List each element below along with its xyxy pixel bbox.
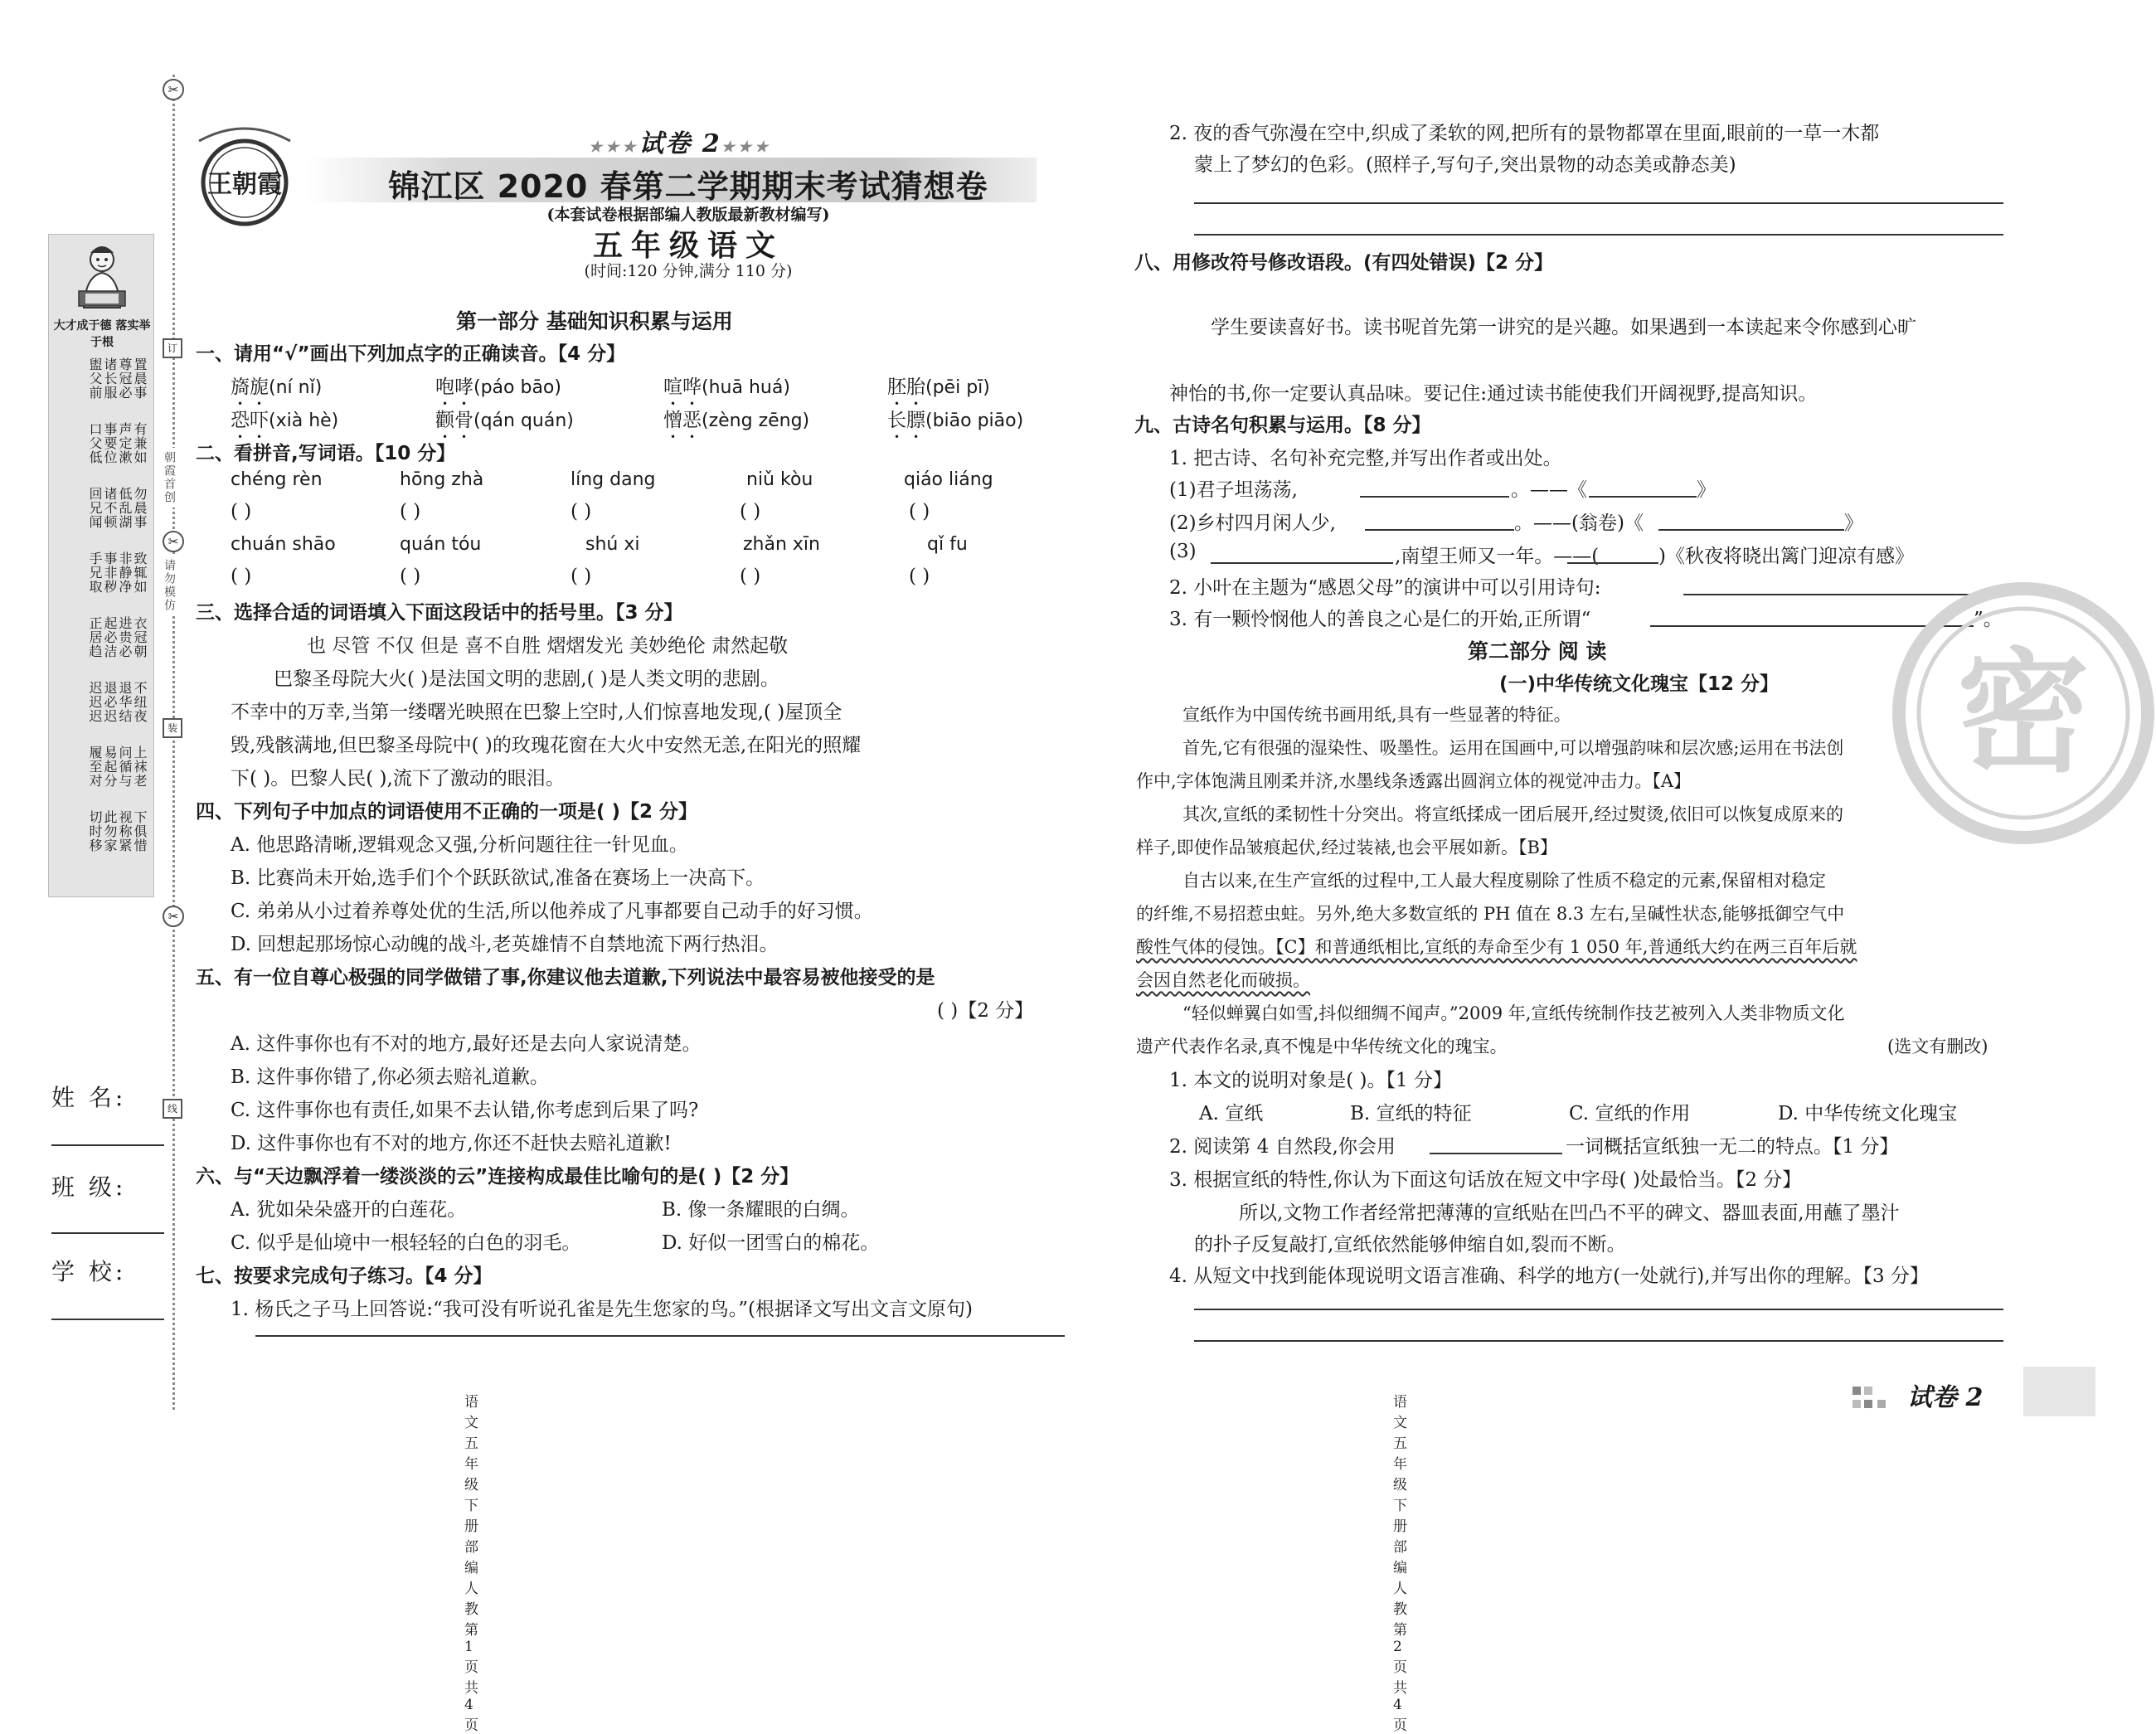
binding-strip <box>0 0 178 1484</box>
reading-para-4a: 自古以来,在生产宣纸的过程中,工人最大程度剔除了性质不稳定的元素,保留相对稳定 <box>1182 871 1827 891</box>
r1-q2-end: 一词概括宣纸独一无二的特点。【1 分】 <box>1566 1136 1899 1158</box>
q1-item-1[interactable]: 旖旎(ní nǐ) <box>231 376 323 398</box>
scissors-icon: ✂ <box>163 906 184 927</box>
q6-option-d[interactable]: D. 好似一团雪白的棉花。 <box>662 1232 880 1254</box>
q9-1-c-author[interactable] <box>1567 562 1658 564</box>
reading-para-5a: “轻似蝉翼白如雪,抖似细绸不闻声。”2009 年,宣纸传统制作技艺被列入人类非物质文化 <box>1182 1003 1845 1023</box>
q9-1-b-mid: 。——(翁卷)《 <box>1514 512 1644 534</box>
q4-option-b[interactable]: B. 比赛尚未开始,选手们个个跃跃欲试,准备在赛场上一决高下。 <box>231 867 765 889</box>
series-label: 试卷 2 <box>639 129 721 158</box>
q2-pinyin-2: hōng zhà <box>400 469 484 490</box>
footer-page-1: 语文 五年级 下册 部编人教 第 1 页 共 4 页 <box>464 1394 480 1734</box>
q1-item-2[interactable]: 咆哮(páo bāo) <box>435 376 561 398</box>
q4-stem: 四、下列句子中加点的词语使用不正确的一项是( )【2 分】 <box>196 801 698 823</box>
q6-option-b[interactable]: B. 像一条耀眼的白绸。 <box>662 1199 860 1221</box>
q7-stem: 七、按要求完成句子练习。【4 分】 <box>196 1265 493 1287</box>
q2-pinyin-5: qiáo liáng <box>904 469 993 490</box>
r1-q1-option-c[interactable]: C. 宣纸的作用 <box>1569 1103 1691 1124</box>
q2-answer-5[interactable]: ( ) <box>909 501 930 522</box>
q2-pinyin-9: zhǎn xīn <box>743 534 820 555</box>
r1-q4: 4. 从短文中找到能体现说明文语言准确、科学的地方(一处就行),并写出你的理解。【3 分】 <box>1169 1265 1929 1287</box>
r1-q2-lead: 2. 阅读第 4 自然段,你会用 <box>1169 1136 1396 1158</box>
q7-answer-line-1[interactable] <box>255 1335 1065 1337</box>
svg-text:密: 密 <box>1956 635 2090 790</box>
r1-q1-option-d[interactable]: D. 中华传统文化瑰宝 <box>1778 1103 1958 1124</box>
q5-score[interactable]: ( )【2 分】 <box>937 1000 1034 1022</box>
reading-para-1: 宣纸作为中国传统书画用纸,具有一些显著的特征。 <box>1182 705 1571 725</box>
q9-item-2: 2. 小叶在主题为“感恩父母”的演讲中可以引用诗句: <box>1169 577 1601 599</box>
q9-1-c-blank[interactable] <box>1211 562 1393 564</box>
motto-block: 勿晨事低乱湖诸不顿回兄闻 <box>87 487 148 529</box>
r1-q1-option-b[interactable]: B. 宣纸的特征 <box>1350 1103 1472 1124</box>
q2-pinyin-3: líng dang <box>571 469 656 490</box>
q5-option-b[interactable]: B. 这件事你错了,你必须去赔礼道歉。 <box>231 1066 549 1088</box>
q2-answer-9[interactable]: ( ) <box>740 566 761 587</box>
q1-item-5[interactable]: 恐吓(xià hè) <box>231 410 339 431</box>
q5-option-d[interactable]: D. 这件事你也有不对的地方,你还不赶快去赔礼道歉! <box>231 1133 672 1154</box>
scissors-icon: ✂ <box>163 531 184 552</box>
scholar-figure-icon <box>69 241 135 316</box>
motto-block: 衣冠朝进贵必起必洁正居趋 <box>87 616 148 658</box>
school-field[interactable] <box>51 1319 164 1320</box>
secret-stamp-watermark <box>1891 580 2156 846</box>
binding-mark-zhuang: 装 <box>163 718 182 738</box>
motto-block: 下俱惜视称紧此勿家切时移 <box>87 810 148 852</box>
r1-q4-answer-line-2[interactable] <box>1194 1340 2003 1342</box>
class-label: 班 级: <box>51 1173 127 1201</box>
corner-bar <box>2023 1367 2095 1416</box>
q1-item-4[interactable]: 胚胎(pēi pī) <box>887 376 990 398</box>
name-label: 姓 名: <box>51 1084 127 1111</box>
r1-q3-sentence-1: 所以,文物工作者经常把薄薄的宣纸贴在凹凸不平的碑文、器皿表面,用蘸了墨汁 <box>1239 1202 1900 1224</box>
vertical-label-no-copy: 请勿模仿 <box>161 556 177 615</box>
q2-pinyin-7: quán tóu <box>400 534 482 555</box>
motto-title: 大才成于德 落实举于根 <box>53 319 151 349</box>
reading-para-4b: 的纤维,不易招惹虫蛀。另外,绝大多数宣纸的 PH 值在 8.3 左右,呈碱性状态,能够抵御空气中 <box>1136 904 1845 924</box>
q9-1-b-lead: (2)乡村四月闲人少, <box>1169 512 1336 534</box>
corner-series-tag: 试卷 2 <box>1907 1383 1984 1412</box>
scissors-icon: ✂ <box>163 79 184 100</box>
r1-q1-option-a[interactable]: A. 宣纸 <box>1199 1103 1264 1124</box>
q9-1-c-lead: (3) <box>1169 541 1197 562</box>
q5-option-c[interactable]: C. 这件事你也有责任,如果不去认错,你考虑到后果了吗? <box>231 1100 699 1121</box>
q4-option-a[interactable]: A. 他思路清晰,逻辑观念又强,分析问题往往一针见血。 <box>231 834 688 856</box>
reading-para-5b: 遗产代表作名录,真不愧是中华传统文化的瑰宝。 <box>1136 1037 1508 1056</box>
q2-answer-10[interactable]: ( ) <box>909 566 930 587</box>
q6-option-c[interactable]: C. 似乎是仙境中一根轻轻的白色的羽毛。 <box>231 1232 581 1254</box>
motto-block: 置晨事尊冠必诸长服盥父前 <box>87 357 148 400</box>
q3-stem: 三、选择合适的词语填入下面这段话中的括号里。【3 分】 <box>196 602 683 624</box>
q9-item-3-end: ”。 <box>1974 609 2003 630</box>
q9-1-a-mid: 。——《 <box>1511 479 1587 501</box>
part2-title: 第二部分 阅 读 <box>1468 639 1607 663</box>
q2-answer-2[interactable]: ( ) <box>400 501 421 522</box>
r1-q3-sentence-2: 的扑子反复敲打,宣纸依然能够伸缩自如,裂而不断。 <box>1194 1234 1626 1256</box>
exam-note: (本套试卷根据部编人教版最新教材编写) <box>546 206 830 224</box>
q4-option-d[interactable]: D. 回想起那场惊心动魄的战斗,老英雄情不自禁地流下两行热泪。 <box>231 934 779 955</box>
class-field[interactable] <box>51 1232 164 1234</box>
reading-1-title: (一)中华传统文化瑰宝【12 分】 <box>1499 673 1780 695</box>
corner-pattern-icon <box>1849 1383 1899 1413</box>
series-tag: ★★★试卷 2★★★ <box>589 129 772 158</box>
q8-line-1[interactable]: 学生要读喜好书。读书呢首先第一讲究的是兴趣。如果遇到一本读起来令你感到心旷 <box>1211 317 1916 338</box>
r1-q2-blank[interactable] <box>1430 1153 1562 1154</box>
binding-mark-xian: 线 <box>163 1099 182 1119</box>
q7-answer-line-2a[interactable] <box>1194 202 2003 204</box>
q2-pinyin-1: chéng rèn <box>231 469 323 490</box>
r1-q1: 1. 本文的说明对象是( )。【1 分】 <box>1169 1070 1452 1091</box>
binding-mark-ding: 订 <box>163 338 182 358</box>
q6-stem: 六、与“天边飘浮着一缕淡淡的云”连接构成最佳比喻句的是( )【2 分】 <box>196 1166 799 1188</box>
q2-answer-3[interactable]: ( ) <box>571 501 592 522</box>
q5-stem: 五、有一位自尊心极强的同学做错了事,你建议他去道歉,下列说法中最容易被他接受的是 <box>196 967 935 988</box>
time-info: (时间:120 分钟,满分 110 分) <box>584 262 793 280</box>
subject-title: 五年级语文 <box>592 229 784 263</box>
reading-para-3a: 其次,宣纸的柔韧性十分突出。将宣纸揉成一团后展开,经过熨烫,依旧可以恢复成原来的 <box>1182 804 1844 824</box>
q3-word-bank: 也 尽管 不仅 但是 喜不自胜 熠熠发光 美妙绝伦 肃然起敬 <box>307 635 789 657</box>
reading-source-note: (选文有删改) <box>1887 1037 1988 1056</box>
q9-1-a-lead: (1)君子坦荡荡, <box>1169 479 1298 501</box>
motto-block: 上袜老问循与易起分履至对 <box>87 746 148 788</box>
q9-stem: 九、古诗名句积累与运用。【8 分】 <box>1134 415 1431 436</box>
q4-option-c[interactable]: C. 弟弟从小过着养尊处优的生活,所以他养成了凡事都要自己动手的好习惯。 <box>231 901 873 922</box>
q7-item-1: 1. 杨氏之子马上回答说:“我可没有听说孔雀是先生您家的鸟。”(根据译文写出文言文原句) <box>231 1299 973 1320</box>
q7-item-2-line-1: 2. 夜的香气弥漫在空中,织成了柔软的网,把所有的景物都罩在里面,眼前的一草一木都 <box>1169 123 1880 144</box>
motto-block: 有兼如声定漱事要位口父低 <box>87 422 148 464</box>
q7-answer-line-2b[interactable] <box>1194 234 2003 236</box>
motto-panel <box>48 234 154 897</box>
q1-item-6[interactable]: 颧骨(qán quán) <box>435 410 574 431</box>
reading-para-4d: 会因自然老化而破损。 <box>1136 970 1310 990</box>
fold-line <box>172 75 175 1410</box>
q9-1-c-mid: ,南望王师又一年。——( <box>1395 546 1600 567</box>
q9-1-c-end: )《秋夜将晓出篱门迎凉有感》 <box>1658 546 1914 567</box>
reading-para-4c: 酸性气体的侵蚀。【C】和普通纸相比,宣纸的寿命至少有 1 050 年,普通纸大约在两三百年后就 <box>1136 937 1857 957</box>
q2-answer-1[interactable]: ( ) <box>231 501 252 522</box>
q2-answer-8[interactable]: ( ) <box>571 566 592 587</box>
q2-answer-7[interactable]: ( ) <box>400 566 421 587</box>
r1-q4-answer-line-1[interactable] <box>1194 1309 2003 1310</box>
q2-pinyin-4: niǔ kòu <box>746 469 813 490</box>
q9-1-b-end: 》 <box>1844 512 1863 534</box>
motto-block: 致辄如非静净事非秽手兄取 <box>87 551 148 594</box>
q1-stem: 一、请用“√”画出下列加点字的正确读音。【4 分】 <box>196 343 626 365</box>
footer-page-2: 语文 五年级 下册 部编人教 第 2 页 共 4 页 <box>1393 1394 1409 1734</box>
q3-line-3[interactable]: 毁,残骸满地,但巴黎圣母院中( )的玫瑰花窗在大火中安然无恙,在阳光的照耀 <box>231 735 862 756</box>
school-label: 学 校: <box>51 1258 127 1285</box>
q7-item-2-line-2: 蒙上了梦幻的色彩。(照样子,写句子,突出景物的动态美或静态美) <box>1194 154 1736 176</box>
q8-line-2[interactable]: 神怡的书,你一定要认真品味。要记住:通过读书能使我们开阔视野,提高知识。 <box>1169 383 1818 405</box>
part1-title: 第一部分 基础知识积累与运用 <box>456 309 733 333</box>
q3-line-4[interactable]: 下( )。巴黎人民( ),流下了激动的眼泪。 <box>231 768 565 789</box>
q1-item-3[interactable]: 喧哗(huā huá) <box>663 376 790 398</box>
q3-line-2[interactable]: 不幸中的万幸,当第一缕曙光映照在巴黎上空时,人们惊喜地发现,( )屋顶全 <box>231 702 842 723</box>
q9-item-2-end: 。 <box>1998 577 2018 599</box>
logo-text: 王朝霞 <box>207 170 282 199</box>
q3-line-1[interactable]: 巴黎圣母院大火( )是法国文明的悲剧,( )是人类文明的悲剧。 <box>274 668 779 690</box>
brand-logo-icon <box>191 116 299 232</box>
reading-para-3b: 样子,即使作品皱痕起伏,经过装裱,也会平展如新。【B】 <box>1136 838 1557 857</box>
q2-pinyin-8: shú xi <box>585 534 640 555</box>
q5-option-a[interactable]: A. 这件事你也有不对的地方,最好还是去向人家说清楚。 <box>231 1033 702 1055</box>
q2-pinyin-6: chuán shāo <box>231 534 336 555</box>
q9-item-1: 1. 把古诗、名句补充完整,并写出作者或出处。 <box>1169 448 1562 469</box>
q9-1-a-blank[interactable] <box>1360 496 1509 498</box>
vertical-label-original: 朝霞首创 <box>161 448 177 508</box>
name-field[interactable] <box>51 1144 164 1146</box>
q2-answer-6[interactable]: ( ) <box>231 566 252 587</box>
q2-pinyin-10: qǐ fu <box>927 534 968 555</box>
q9-item-3: 3. 有一颗怜悯他人的善良之心是仁的开始,正所谓“ <box>1169 609 1591 630</box>
q9-1-a-end: 》 <box>1697 479 1716 501</box>
q9-1-a-source[interactable] <box>1589 496 1697 498</box>
q9-1-b-source[interactable] <box>1658 529 1844 531</box>
q2-stem: 二、看拼音,写词语。【10 分】 <box>196 443 456 464</box>
q1-item-7[interactable]: 憎恶(zèng zēng) <box>663 410 810 431</box>
q8-stem: 八、用修改符号修改语段。(有四处错误)【2 分】 <box>1134 252 1554 274</box>
q1-item-8[interactable]: 长膘(biāo piāo) <box>887 410 1024 431</box>
q2-answer-4[interactable]: ( ) <box>740 501 761 522</box>
motto-columns <box>57 357 148 888</box>
exam-header <box>191 100 1070 282</box>
exam-title: 锦江区 2020 春第二学期期末考试猜想卷 <box>388 168 988 205</box>
reading-para-2b: 作中,字体饱满且刚柔并济,水墨线条透露出圆润立体的视觉冲击力。【A】 <box>1136 771 1692 791</box>
reading-para-2a: 首先,它有很强的湿染性、吸墨性。运用在国画中,可以增强韵味和层次感;运用在书法创 <box>1182 738 1844 758</box>
motto-block: 不纽夜退华结退必迟迟迟迟 <box>87 681 148 723</box>
q6-option-a[interactable]: A. 犹如朵朵盛开的白莲花。 <box>231 1199 467 1221</box>
q9-1-b-blank[interactable] <box>1365 529 1514 531</box>
r1-q3: 3. 根据宣纸的特性,你认为下面这句话放在短文中字母( )处最恰当。【2 分】 <box>1169 1169 1802 1191</box>
